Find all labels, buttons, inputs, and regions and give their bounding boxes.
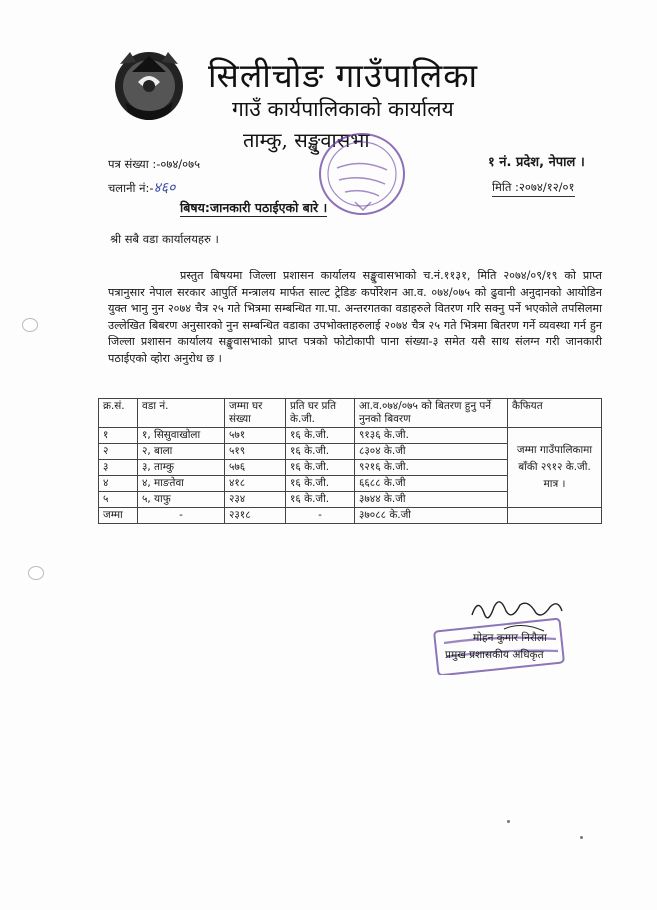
table-cell: ५७६ (225, 460, 286, 476)
letter-date: मिति :२०७४/१२/०१ (492, 180, 575, 197)
province-label: १ नं. प्रदेश, नेपाल । (488, 155, 585, 170)
column-header: आ.व.०७४/०७५ को बितरण हुनु पर्ने नुनको बिवरण (355, 399, 508, 428)
column-header: जम्मा घर संख्या (225, 399, 286, 428)
table-cell (508, 508, 602, 524)
signatory-designation: प्रमुख प्रशासकीय अधिकृत (445, 649, 544, 661)
table-cell: - (138, 508, 225, 524)
speck-icon (507, 820, 510, 823)
column-header: कैफियत (508, 399, 602, 428)
table-cell: ५१९ (225, 444, 286, 460)
table-cell: २, बाला (138, 444, 225, 460)
table-cell: ३७४४ के.जी (355, 492, 508, 508)
table-cell: ३, ताम्कु (138, 460, 225, 476)
table-cell: ३७०८८ के.जी (355, 508, 508, 524)
column-header: वडा नं. (138, 399, 225, 428)
table-cell: १ (99, 428, 138, 444)
signatory-name: मोहन कुमार निरौला (473, 632, 547, 644)
table-cell: ९२१६ के.जी. (355, 460, 508, 476)
municipality-title: सिलीचोङ गाउँपालिका (208, 56, 479, 95)
table-cell: ५, याफु (138, 492, 225, 508)
chalani-value: ४६० (153, 180, 176, 196)
table-cell: २३४ (225, 492, 286, 508)
punch-hole-icon (22, 318, 38, 332)
column-header: प्रति घर प्रति के.जी. (286, 399, 355, 428)
nepal-emblem-icon (110, 42, 188, 126)
table-cell: १, सिसुवाखोला (138, 428, 225, 444)
remarks-cell: जम्मा गाउँपालिकामा बाँकी २९१२ के.जी. मात्र । (508, 428, 602, 508)
table-cell: ५७१ (225, 428, 286, 444)
table-cell: ९१३६ के.जी. (355, 428, 508, 444)
table-cell: ४१८ (225, 476, 286, 492)
table-cell: ८३०४ के.जी (355, 444, 508, 460)
table-cell: ४, माङतेवा (138, 476, 225, 492)
table-cell: ५ (99, 492, 138, 508)
table-total-row (99, 508, 602, 524)
office-name: गाउँ कार्यपालिकाको कार्यालय (232, 97, 454, 121)
table-cell: ३ (99, 460, 138, 476)
office-stamp-icon (315, 128, 410, 220)
table-cell: - (286, 508, 355, 524)
letter-addressee: श्री सबै वडा कार्यालयहरु । (110, 232, 219, 246)
letter-subject: बिषय:जानकारी पठाईएको बारे । (180, 200, 328, 215)
table-cell: जम्मा (99, 508, 138, 524)
column-header: क्र.सं. (99, 399, 138, 428)
table-cell: ६६८८ के.जी (355, 476, 508, 492)
chalani-number (108, 178, 175, 197)
table-cell: १६ के.जी. (286, 428, 355, 444)
punch-hole-icon (28, 566, 44, 580)
table-row (99, 428, 602, 444)
table-cell: १६ के.जी. (286, 460, 355, 476)
table-header-row (99, 399, 602, 428)
office-location: ताम्कु, सङ्खुवासभा (243, 128, 370, 152)
table-cell: २ (99, 444, 138, 460)
table-cell: २३१८ (225, 508, 286, 524)
table-cell: १६ के.जी. (286, 492, 355, 508)
table-cell: ४ (99, 476, 138, 492)
salt-distribution-table (98, 398, 602, 524)
table-cell: १६ के.जी. (286, 476, 355, 492)
letter-body: प्रस्तुत बिषयमा जिल्ला प्रशासन कार्यालय सङ्खुवासभाको च.नं.११३१, मिति २०७४/०९/१९ को प्राप्त पत्रानुसार नेपाल सरकार आपुर्ति मन्त्रालय मार्फत साल्ट ट्रेडिङ कर्पोरेशन आ.व. ०७४/०७५ को ढुवानी अनुदानको आयोडिन युक्त भानु नुन २०७४ चैत्र २५ गते भित्रमा सम्बन्धित गा.पा. अन्तरगतका वडाहरुले वितरण गरि सक्नु पर्ने भएकोले तपसिलमा उल्लेखित बिबरण अनुसारको नुन सम्बन्धित वडाका उपभोक्ताहरुलाई २०७४ चैत्र २५ गते भित्रमा बितरण गर्ने व्यवस्था गर्न हुन जिल्ला प्रशासन कार्यालय सङ्खुवासभाको प्राप्त पत्रको फोटोकापी पाना संख्या-३ समेत यसै साथ संलग्न गरी जानकारी पठाईएको व्होरा अनुरोध छ । (108, 269, 602, 365)
speck-icon (580, 836, 583, 839)
chalani-label: चलानी नं:- (108, 181, 154, 195)
patra-sankhya: पत्र संख्या :-०७४/०७५ (108, 157, 201, 171)
table-cell: १६ के.जी. (286, 444, 355, 460)
